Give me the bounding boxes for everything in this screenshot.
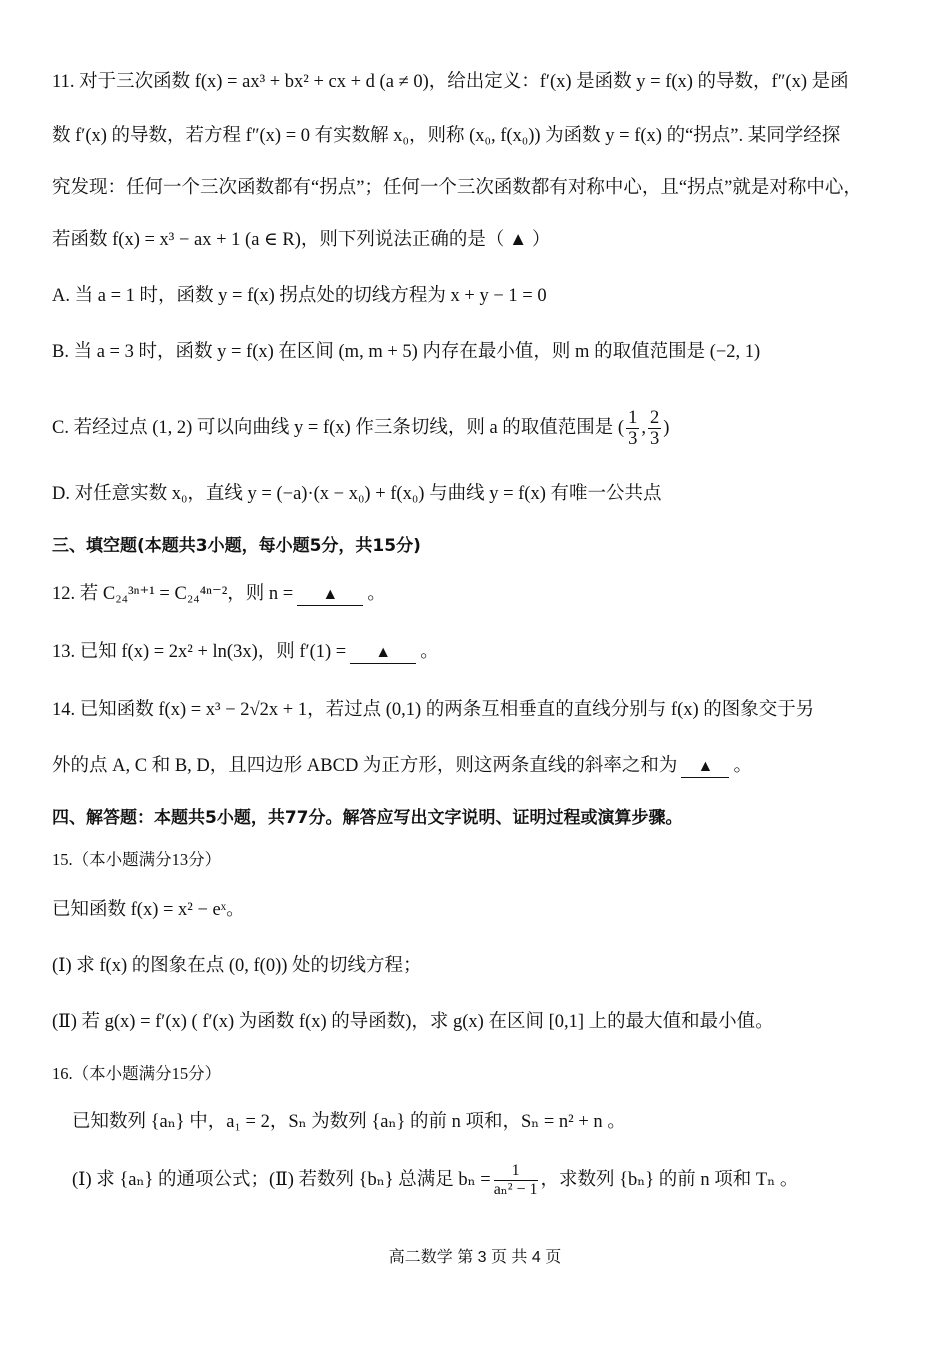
frac2-denominator: 3 [649,429,660,449]
q14-end: 。 [733,756,752,776]
q12-end: 。 [367,584,386,604]
q11-option-d: D. 对任意实数 x₀，直线 y = (−a)·(x − x₀) + f(x₀) 与曲线 y = f(x) 有唯一公共点 [52,484,662,504]
q11-line1: 11. 对于三次函数 f(x) = ax³ + bx² + cx + d (a ≠ 0)，给出定义：f′(x) 是函数 y = f(x) 的导数，f″(x) 是函 [52,72,849,92]
q12-text: 12. 若 C₂₄³ⁿ⁺¹ = C₂₄⁴ⁿ⁻²，则 n = [52,584,294,604]
triangle-icon: ▲ [322,586,339,603]
q13-end: 。 [420,642,439,662]
q16-parts-end: ，求数列 {bₙ} 的前 n 项和 Tₙ 。 [540,1169,799,1190]
q11-line3: 究发现：任何一个三次函数都有“拐点”；任何一个三次函数都有对称中心，且“拐点”就是对称中心， [52,178,862,198]
q13-answer-blank [350,642,416,664]
q15-stem: 已知函数 f(x) = x² − eˣ。 [52,900,245,920]
q16-parts [72,1162,910,1199]
frac1-numerator: 1 [628,408,638,428]
q16-fraction [494,1162,538,1199]
triangle-icon: ▲ [375,644,392,661]
option-c-comma: , [641,417,646,438]
option-c-text: C. 若经过点 (1, 2) 可以向曲线 y = f(x) 作三条切线，则 a 的取值范围是 ( [52,417,625,438]
q15-heading: 15.（本小题满分13分） [52,850,222,869]
frac1-denominator: 3 [628,429,638,449]
page-footer: 高二数学 第 3 页 共 4 页 [388,1249,562,1266]
q13-text: 13. 已知 f(x) = 2x² + ln(3x)，则 f′(1) = [52,642,347,662]
triangle-icon: ▲ [697,758,714,775]
q15-part-1: (Ⅰ) 求 f(x) 的图象在点 (0, f(0)) 处的切线方程； [52,956,422,976]
q16-frac-numerator: 1 [494,1162,538,1181]
q16-parts-text: (Ⅰ) 求 {aₙ} 的通项公式；(Ⅱ) 若数列 {bₙ} 总满足 bₙ = [72,1169,491,1190]
option-c-fraction-1 [626,408,639,449]
option-c-fraction-2 [648,408,661,449]
q13 [52,638,910,666]
q15-part-2: (Ⅱ) 若 g(x) = f′(x) ( f′(x) 为函数 f(x) 的导函数)，求 g(x) 在区间 [0,1] 上的最大值和最小值。 [52,1012,774,1032]
q11-line4: 若函数 f(x) = x³ − ax + 1 (a ∈ R)，则下列说法正确的是（ ▲ ） [52,230,551,250]
q11-line2: 数 f′(x) 的导数，若方程 f″(x) = 0 有实数解 x₀，则称 (x₀, f(x₀)) 为函数 y = f(x) 的“拐点”. 某同学经探 [52,126,841,146]
q16-stem: 已知数列 {aₙ} 中，a₁ = 2，Sₙ 为数列 {aₙ} 的前 n 项和，Sₙ = n² + n 。 [72,1112,626,1132]
section-3-heading: 三、填空题(本题共3小题，每小题5分，共15分) [52,536,421,556]
q14-text: 外的点 A, C 和 B, D，且四边形 ABCD 为正方形，则这两条直线的斜率之和为 [52,756,678,776]
q11-option-b: B. 当 a = 3 时，函数 y = f(x) 在区间 (m, m + 5) 内存在最小值，则 m 的取值范围是 (−2, 1) [52,342,761,362]
q11-option-a: A. 当 a = 1 时，函数 y = f(x) 拐点处的切线方程为 x + y − 1 = 0 [52,286,547,306]
q12-answer-blank [297,584,363,606]
q12 [52,580,910,608]
q14-line1: 14. 已知函数 f(x) = x³ − 2√2x + 1，若过点 (0,1) 的两条互相垂直的直线分别与 f(x) 的图象交于另 [52,700,815,720]
section-4-heading: 四、解答题：本题共5小题，共77分。解答应写出文字说明、证明过程或演算步骤。 [52,808,683,828]
frac2-numerator: 2 [649,408,660,428]
q16-frac-denominator: aₙ² − 1 [493,1181,538,1198]
q14-line2 [52,752,910,780]
q16-heading: 16.（本小题满分15分） [52,1064,222,1083]
q14-answer-blank [681,756,729,778]
option-c-close: ) [663,417,670,438]
q11-option-c [52,408,910,449]
